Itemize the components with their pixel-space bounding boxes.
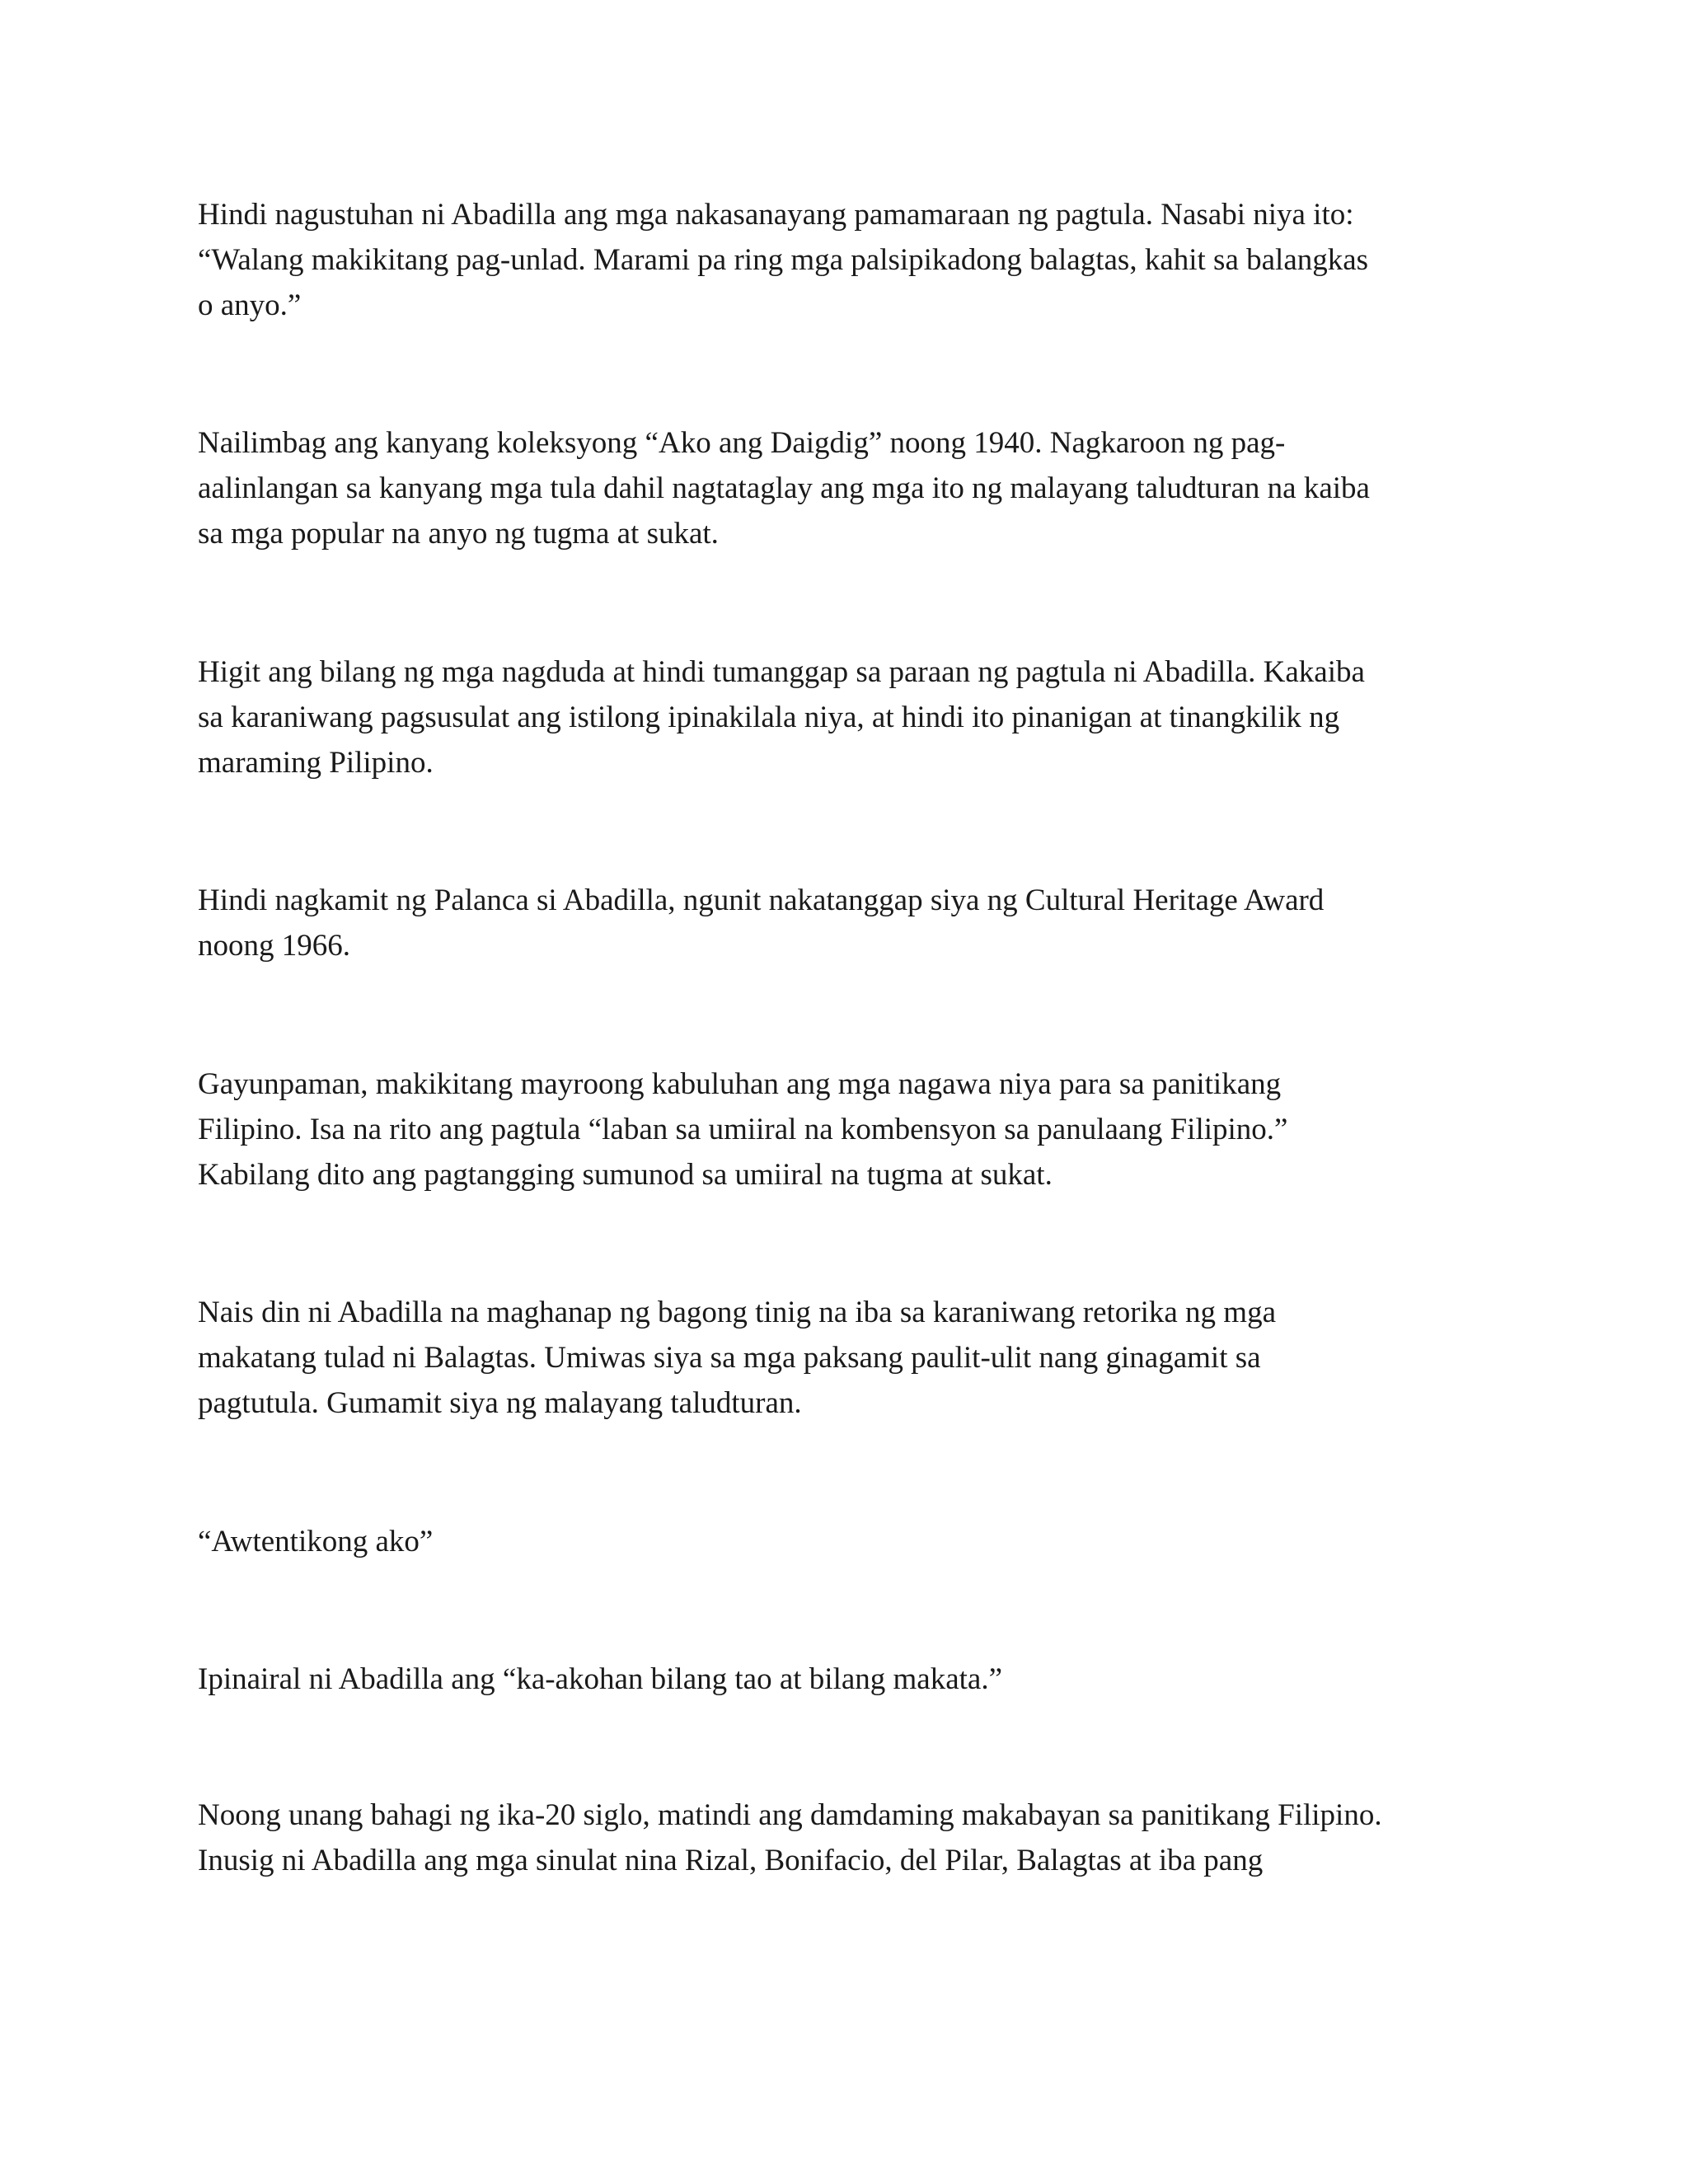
text-line: Noong unang bahagi ng ika-20 siglo, matindi ang damdaming makabayan sa panitikang Filipino. — [198, 1798, 1382, 1832]
text-line: Filipino. Isa na rito ang pagtula “laban sa umiiral na kombensyon sa panulaang Filipino.” — [198, 1113, 1288, 1146]
text-line: Hindi nagustuhan ni Abadilla ang mga nakasanayang pamamaraan ng pagtula. Nasabi niya ito: — [198, 198, 1354, 232]
text-line: Ipinairal ni Abadilla ang “ka-akohan bilang tao at bilang makata.” — [198, 1662, 1003, 1696]
paragraph-bagong-tinig — [198, 1290, 1484, 1426]
text-line: Hindi nagkamit ng Palanca si Abadilla, ngunit nakatanggap siya ng Cultural Heritage Award — [198, 883, 1325, 917]
paragraph-ka-akohan — [198, 1657, 1484, 1702]
text-line: Inusig ni Abadilla ang mga sinulat nina Rizal, Bonifacio, del Pilar, Balagtas at iba pang — [198, 1844, 1264, 1877]
text-line: noong 1966. — [198, 929, 350, 963]
text-line: makatang tulad ni Balagtas. Umiwas siya sa mga paksang paulit-ulit nang ginagamit sa — [198, 1341, 1261, 1375]
text-line: pagtutula. Gumamit siya ng malayang taludturan. — [198, 1386, 802, 1420]
paragraph-abadilla-dislike — [198, 192, 1484, 328]
text-line: “Walang makikitang pag-unlad. Marami pa ring mga palsipikadong balagtas, kahit sa balangkas — [198, 243, 1369, 277]
text-line: Kabilang dito ang pagtangging sumunod sa umiiral na tugma at sukat. — [198, 1158, 1053, 1192]
text-line: o anyo.” — [198, 288, 302, 322]
text-line: sa karaniwang pagsusulat ang istilong ipinakilala niya, at hindi ito pinanigan at tinangkilik ng — [198, 701, 1340, 734]
text-line: Nailimbag ang kanyang koleksyong “Ako ang Daigdig” noong 1940. Nagkaroon ng pag- — [198, 426, 1286, 460]
paragraph-nagduda — [198, 649, 1484, 785]
paragraph-palanca — [198, 878, 1484, 968]
paragraph-gayunpaman — [198, 1062, 1484, 1197]
text-line: sa mga popular na anyo ng tugma at sukat. — [198, 517, 719, 551]
text-line: maraming Pilipino. — [198, 746, 434, 780]
paragraph-ika-20-siglo — [198, 1793, 1484, 1883]
text-line: Nais din ni Abadilla na maghanap ng bagong tinig na iba sa karaniwang retorika ng mga — [198, 1296, 1277, 1329]
paragraph-ako-ang-daigdig — [198, 420, 1484, 556]
subheading-awtentikong-ako — [198, 1519, 1484, 1564]
text-line: “Awtentikong ako” — [198, 1525, 434, 1558]
text-line: aalinlangan sa kanyang mga tula dahil nagtataglay ang mga ito ng malayang taludturan na kaiba — [198, 471, 1370, 505]
text-line: Higit ang bilang ng mga nagduda at hindi tumanggap sa paraan ng pagtula ni Abadilla. Kakaiba — [198, 655, 1365, 689]
text-line: Gayunpaman, makikitang mayroong kabuluhan ang mga nagawa niya para sa panitikang — [198, 1067, 1282, 1101]
